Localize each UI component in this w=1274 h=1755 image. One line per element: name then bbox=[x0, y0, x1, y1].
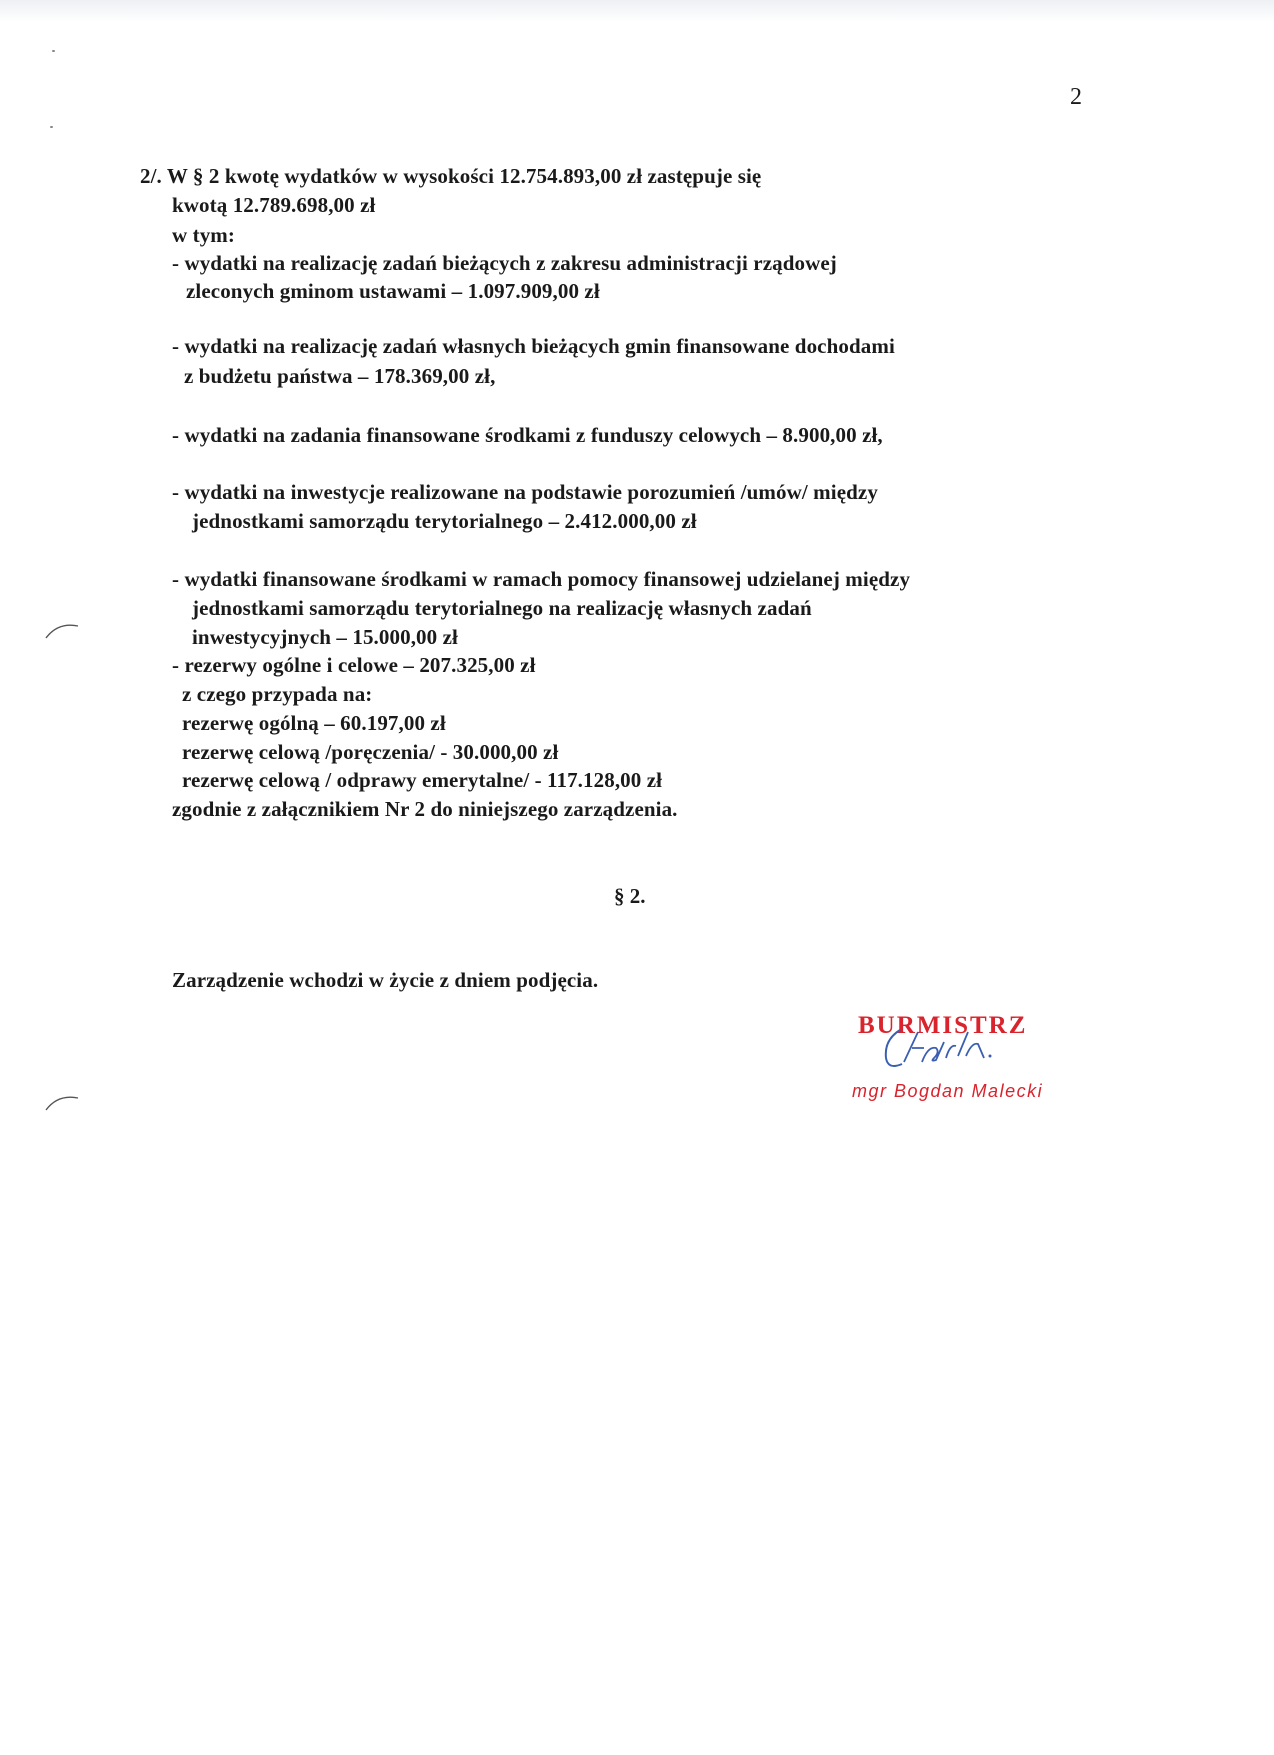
body-line: 2/. W § 2 kwotę wydatków w wysokości 12.754.893,00 zł zastępuje się bbox=[140, 164, 762, 188]
body-line: rezerwę celową /poręczenia/ - 30.000,00 zł bbox=[182, 740, 559, 764]
body-line: rezerwę ogólną – 60.197,00 zł bbox=[182, 711, 446, 735]
body-line: - rezerwy ogólne i celowe – 207.325,00 zł bbox=[172, 653, 536, 677]
body-line: jednostkami samorządu terytorialnego – 2.412.000,00 zł bbox=[192, 509, 697, 533]
body-line: z czego przypada na: bbox=[182, 682, 373, 706]
body-line: kwotą 12.789.698,00 zł bbox=[172, 193, 376, 217]
scan-speck bbox=[50, 126, 53, 128]
body-line: inwestycyjnych – 15.000,00 zł bbox=[192, 625, 458, 649]
body-line: zgodnie z załącznikiem Nr 2 do niniejszego zarządzenia. bbox=[172, 797, 678, 821]
body-line: jednostkami samorządu terytorialnego na realizację własnych zadań bbox=[192, 596, 812, 620]
body-line: zleconych gminom ustawami – 1.097.909,00 zł bbox=[186, 279, 600, 303]
body-line: - wydatki na inwestycje realizowane na podstawie porozumień /umów/ między bbox=[172, 480, 878, 504]
punch-hole-mark bbox=[44, 1092, 84, 1112]
stamp-name: mgr Bogdan Malecki bbox=[852, 1081, 1044, 1101]
body-line: - wydatki finansowane środkami w ramach pomocy finansowej udzielanej między bbox=[172, 567, 911, 591]
scan-speck bbox=[52, 50, 55, 52]
body-line: - wydatki na realizację zadań bieżących z zakresu administracji rządowej bbox=[172, 251, 837, 275]
scan-edge-shadow bbox=[0, 0, 1274, 22]
body-line: - wydatki na zadania finansowane środkami z funduszy celowych – 8.900,00 zł, bbox=[172, 423, 883, 447]
stamp-title: BURMISTRZ bbox=[858, 1012, 1028, 1039]
body-line: rezerwę celową / odprawy emerytalne/ - 117.128,00 zł bbox=[182, 768, 663, 792]
body-line: w tym: bbox=[172, 223, 235, 247]
closing-sentence: Zarządzenie wchodzi w życie z dniem podjęcia. bbox=[172, 968, 599, 992]
page-number: 2 bbox=[1070, 84, 1082, 110]
punch-hole-mark bbox=[44, 620, 84, 640]
section-heading: § 2. bbox=[614, 884, 646, 908]
handwritten-signature bbox=[878, 1018, 998, 1078]
body-line: - wydatki na realizację zadań własnych bieżących gmin finansowane dochodami bbox=[172, 334, 895, 358]
body-line: z budżetu państwa – 178.369,00 zł, bbox=[184, 364, 496, 388]
